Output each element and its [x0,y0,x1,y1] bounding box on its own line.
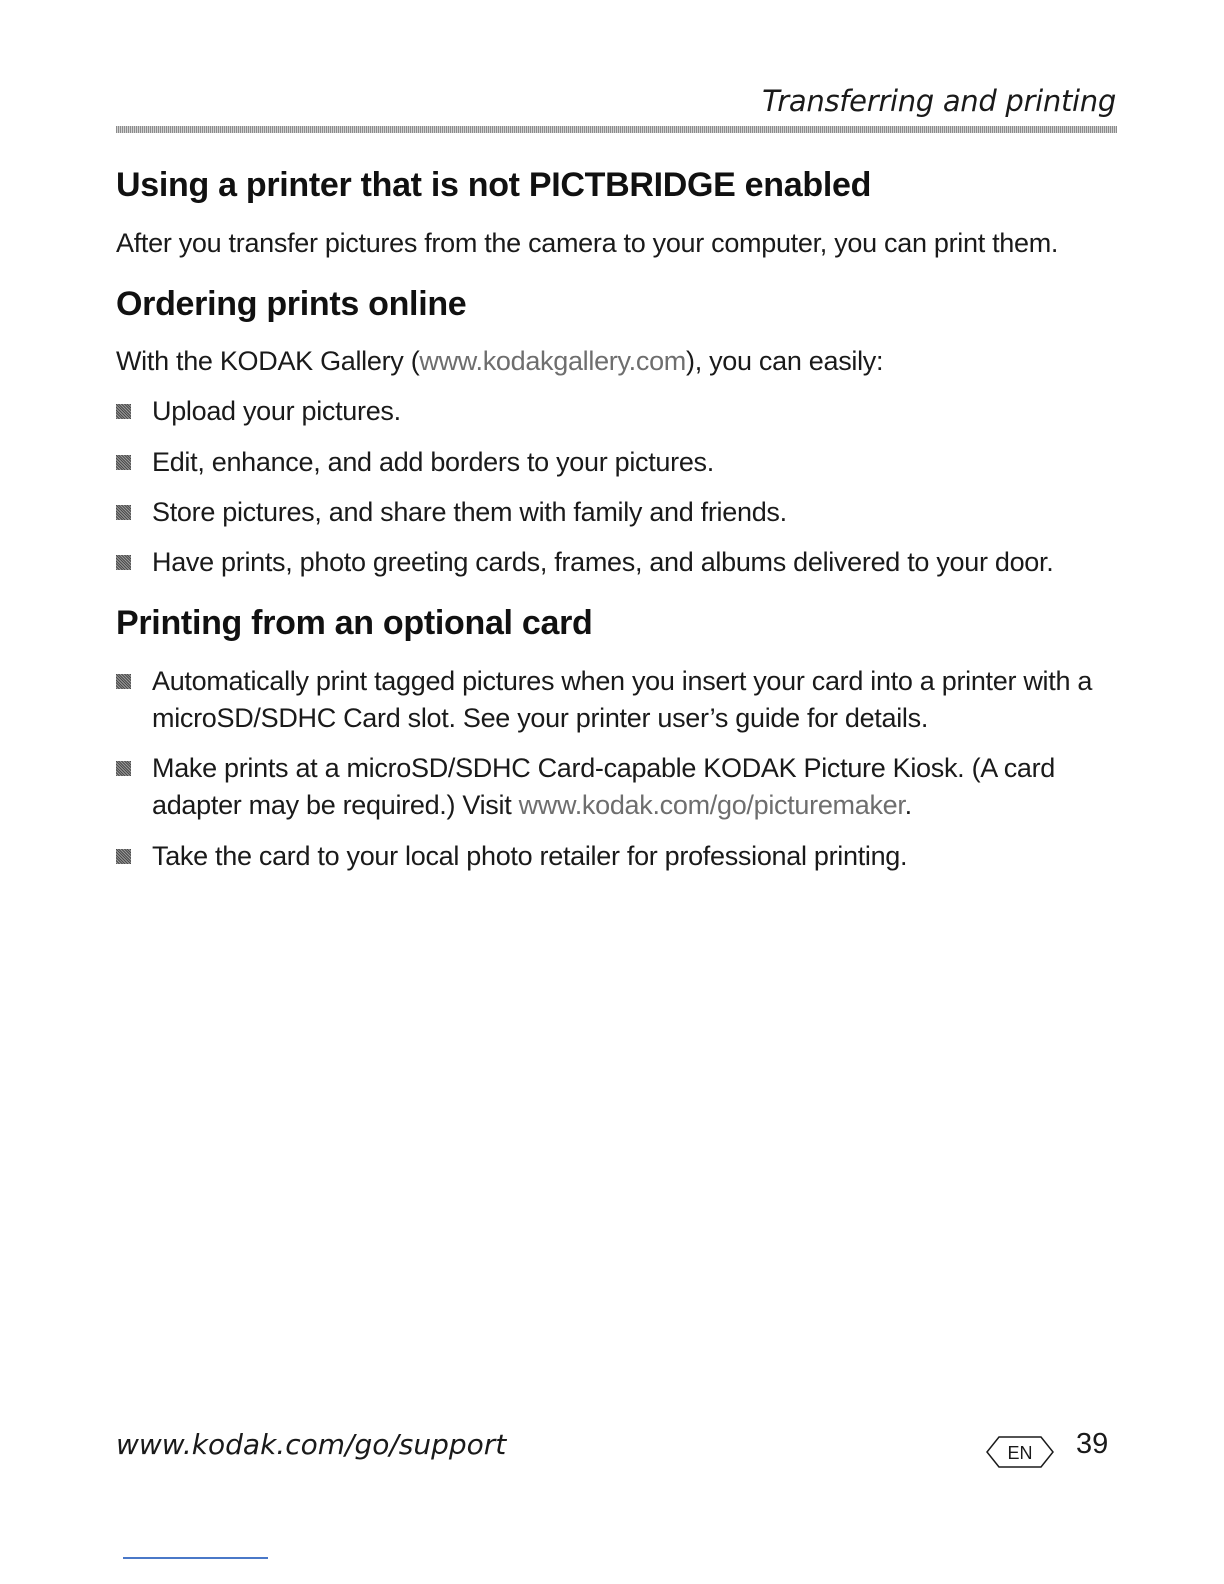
bullet-icon [116,404,131,419]
header-rule [116,126,1117,133]
period-text: . [904,790,912,820]
language-badge-icon [985,1435,1055,1469]
bullet-icon [116,761,131,776]
bullet-icon [116,674,131,689]
list-item: Take the card to your local photo retailer for professional printing. [152,841,908,871]
list-item: Have prints, photo greeting cards, frames, and albums delivered to your door. [152,547,1054,577]
heading-not-pictbridge: Using a printer that is not PICTBRIDGE enabled [116,166,872,204]
footer-support-url[interactable]: www.kodak.com/go/support [116,1428,507,1461]
running-head: Transferring and printing [762,84,1116,118]
bullet-icon [116,505,131,520]
intro-text-before: With the KODAK Gallery ( [116,346,420,376]
bullet-icon [116,555,131,570]
bottom-accent-line [123,1557,268,1559]
visit-text: adapter may be required.) Visit [152,790,519,820]
kodakgallery-link[interactable]: www.kodakgallery.com [419,346,686,376]
language-badge-label: EN [1007,1443,1033,1463]
heading-ordering-online: Ordering prints online [116,285,467,323]
heading-optional-card: Printing from an optional card [116,604,593,642]
list-item-line [152,787,912,824]
list-item: Upload your pictures. [152,396,401,426]
list-item: Edit, enhance, and add borders to your pictures. [152,447,714,477]
list-item-line: Automatically print tagged pictures when you insert your card into a printer with a [152,666,1093,696]
picturemaker-link[interactable]: www.kodak.com/go/picturemaker [518,790,905,820]
paragraph-not-pictbridge: After you transfer pictures from the camera to your computer, you can print them. [116,228,1059,258]
list-item: Store pictures, and share them with family and friends. [152,497,787,527]
list-item-line: microSD/SDHC Card slot. See your printer user’s guide for details. [152,703,929,733]
paragraph-ordering-intro [116,343,883,380]
page-number: 39 [1076,1428,1109,1460]
bullet-icon [116,455,131,470]
bullet-icon [116,849,131,864]
intro-text-after: ), you can easily: [686,346,884,376]
list-item-line: Make prints at a microSD/SDHC Card-capable KODAK Picture Kiosk. (A card [152,753,1056,783]
